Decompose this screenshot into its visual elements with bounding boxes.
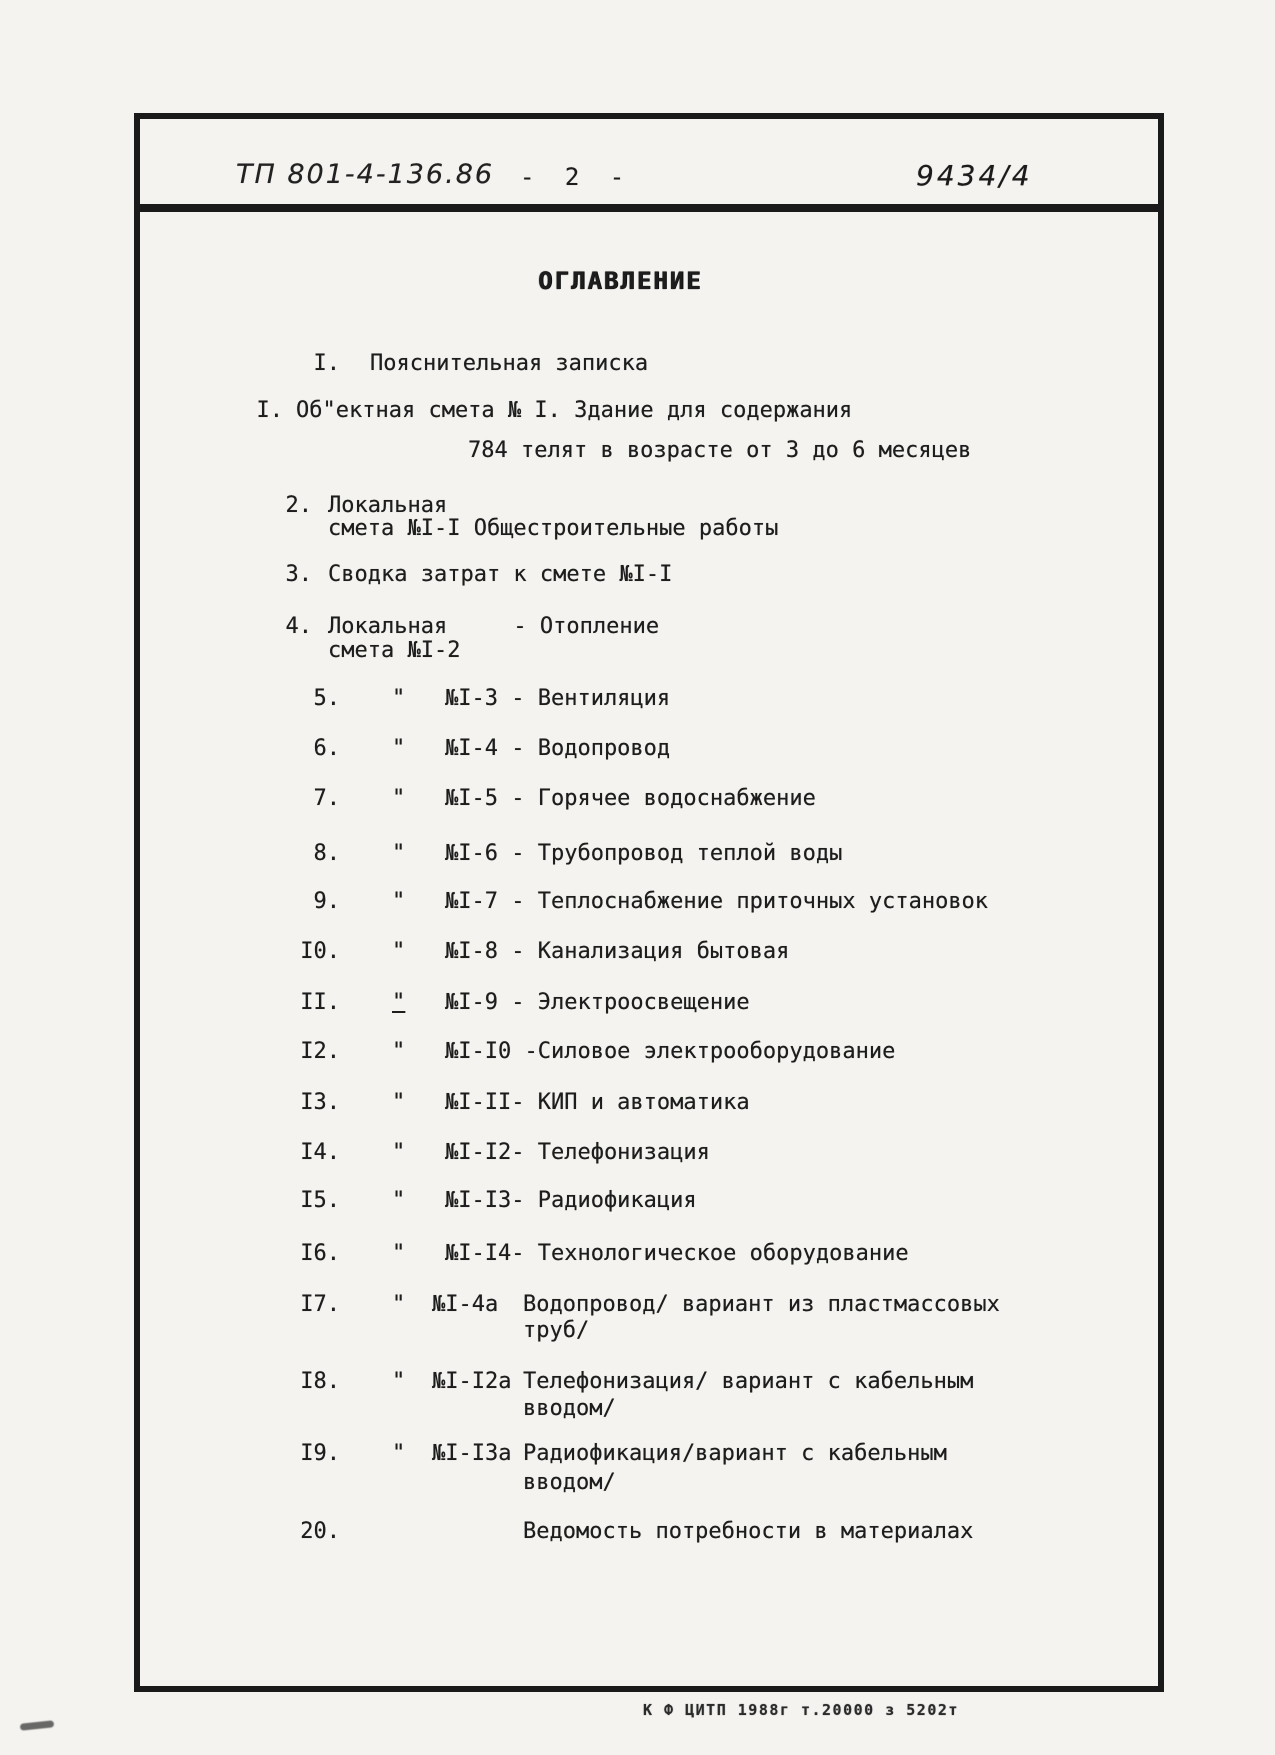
page-number: - 2 -: [520, 163, 626, 191]
toc-item-text: вводом/: [523, 1396, 616, 1421]
ditto-mark: ": [392, 1369, 406, 1394]
toc-line: [140, 889, 1158, 915]
toc-item-number: I3.: [300, 1090, 340, 1115]
toc-item-text: №I-I4- Технологическое оборудование: [445, 1241, 909, 1266]
toc-line: [140, 1140, 1158, 1166]
toc-line-continuation: [140, 638, 1158, 664]
toc-line: [140, 686, 1158, 712]
toc-line: [140, 1241, 1158, 1267]
toc-item-text: Об"ектная смета № I. Здание для содержания: [296, 398, 853, 423]
toc-line: [140, 1292, 1158, 1318]
ditto-mark: ": [392, 841, 406, 866]
toc-item-number: I.: [313, 351, 340, 376]
toc-item-number: I8.: [300, 1369, 340, 1394]
toc-item-text: Локальная: [328, 493, 448, 518]
toc-line-continuation: [140, 1318, 1158, 1344]
toc-item-text: Водопровод/ вариант из пластмассовых: [523, 1292, 1000, 1317]
toc-item-text: Радиофикация/вариант с кабельным: [523, 1441, 947, 1466]
ditto-mark: ": [392, 1090, 406, 1115]
toc-line-continuation: [140, 1396, 1158, 1422]
inventory-number: 9434/4: [916, 159, 1033, 192]
toc-item-number: 4.: [285, 614, 312, 639]
toc-line: [140, 1039, 1158, 1065]
toc-item-text: 784 телят в возрасте от 3 до 6 месяцев: [468, 438, 972, 463]
ditto-mark: ": [392, 736, 406, 761]
toc-item-text: Телефонизация/ вариант с кабельным: [523, 1369, 974, 1394]
ditto-mark: ": [392, 939, 406, 964]
toc-item-code: №I-I3а: [432, 1441, 512, 1466]
toc-item-number: 20.: [300, 1519, 340, 1544]
toc-item-text: №I-8 - Канализация бытовая: [445, 939, 790, 964]
toc-item-number: 9.: [313, 889, 340, 914]
toc-item-text: №I-5 - Горячее водоснабжение: [445, 786, 816, 811]
ditto-mark: ": [392, 786, 406, 811]
toc-item-text: смета №I-2: [328, 638, 461, 663]
header-divider-line: [134, 204, 1164, 212]
toc-item-text: Локальная - Отопление: [328, 614, 660, 639]
toc-item-text: смета №I-I Общестроительные работы: [328, 516, 779, 541]
toc-line-continuation: [140, 438, 1158, 464]
toc-line: [140, 1188, 1158, 1214]
toc-item-number: II.: [300, 990, 340, 1015]
print-shop-stamp: К Ф ЦИТП 1988г т.20000 з 5202т: [643, 1701, 959, 1719]
toc-item-code: №I-4а: [432, 1292, 499, 1317]
toc-line: [140, 562, 1158, 588]
toc-line-continuation: [140, 1470, 1158, 1496]
toc-item-number: I6.: [300, 1241, 340, 1266]
toc-item-text: №I-I2- Телефонизация: [445, 1140, 710, 1165]
toc-item-text: Ведомость потребности в материалах: [523, 1519, 974, 1544]
toc-item-number: 3.: [285, 562, 312, 587]
ditto-mark: ": [392, 1441, 406, 1466]
toc-line: [140, 1519, 1158, 1545]
toc-item-number: I7.: [300, 1292, 340, 1317]
toc-line: [140, 1369, 1158, 1395]
toc-line-continuation: [140, 516, 1158, 542]
toc-item-text: Сводка затрат к смете №I-I: [328, 562, 673, 587]
ditto-mark: ": [392, 889, 406, 914]
toc-line: [140, 398, 1158, 424]
toc-line: [140, 841, 1158, 867]
scan-smudge-artifact: [20, 1720, 55, 1731]
toc-item-text: №I-9 - Электроосвещение: [445, 990, 750, 1015]
ditto-mark: ": [392, 686, 406, 711]
ditto-mark: ": [392, 1241, 406, 1266]
toc-line: [140, 1441, 1158, 1467]
toc-item-number: 6.: [313, 736, 340, 761]
toc-item-text: №I-6 - Трубопровод теплой воды: [445, 841, 843, 866]
toc-item-text: №I-7 - Теплоснабжение приточных установок: [445, 889, 989, 914]
ditto-mark: ": [392, 1292, 406, 1317]
document-code: ТП 801-4-136.86: [236, 159, 495, 190]
toc-item-text: №I-II- КИП и автоматика: [445, 1090, 750, 1115]
page-frame: [134, 113, 1164, 1692]
toc-line: [140, 351, 1158, 377]
toc-line: [140, 939, 1158, 965]
toc-line: [140, 786, 1158, 812]
toc-item-number: I9.: [300, 1441, 340, 1466]
toc-item-text: №I-4 - Водопровод: [445, 736, 671, 761]
toc-item-number: I.: [256, 398, 283, 423]
toc-line: [140, 614, 1158, 640]
toc-item-number: I5.: [300, 1188, 340, 1213]
toc-item-text: №I-I3- Радиофикация: [445, 1188, 697, 1213]
toc-item-number: 2.: [285, 493, 312, 518]
toc-item-number: 5.: [313, 686, 340, 711]
ditto-mark: ": [392, 990, 406, 1015]
toc-item-code: №I-I2а: [432, 1369, 512, 1394]
toc-item-number: I0.: [300, 939, 340, 964]
toc-item-text: Пояснительная записка: [370, 351, 649, 376]
page-title: ОГЛАВЛЕНИЕ: [538, 267, 703, 295]
toc-line: [140, 990, 1158, 1016]
toc-line: [140, 736, 1158, 762]
toc-item-text: №I-3 - Вентиляция: [445, 686, 671, 711]
ditto-mark: ": [392, 1039, 406, 1064]
ditto-mark: ": [392, 1188, 406, 1213]
toc-item-number: 8.: [313, 841, 340, 866]
ditto-mark: ": [392, 1140, 406, 1165]
toc-item-text: труб/: [523, 1318, 590, 1343]
toc-item-number: I4.: [300, 1140, 340, 1165]
toc-item-number: I2.: [300, 1039, 340, 1064]
toc-item-text: №I-I0 -Силовое электрооборудование: [445, 1039, 896, 1064]
toc-line: [140, 1090, 1158, 1116]
toc-item-number: 7.: [313, 786, 340, 811]
toc-item-text: вводом/: [523, 1470, 616, 1495]
